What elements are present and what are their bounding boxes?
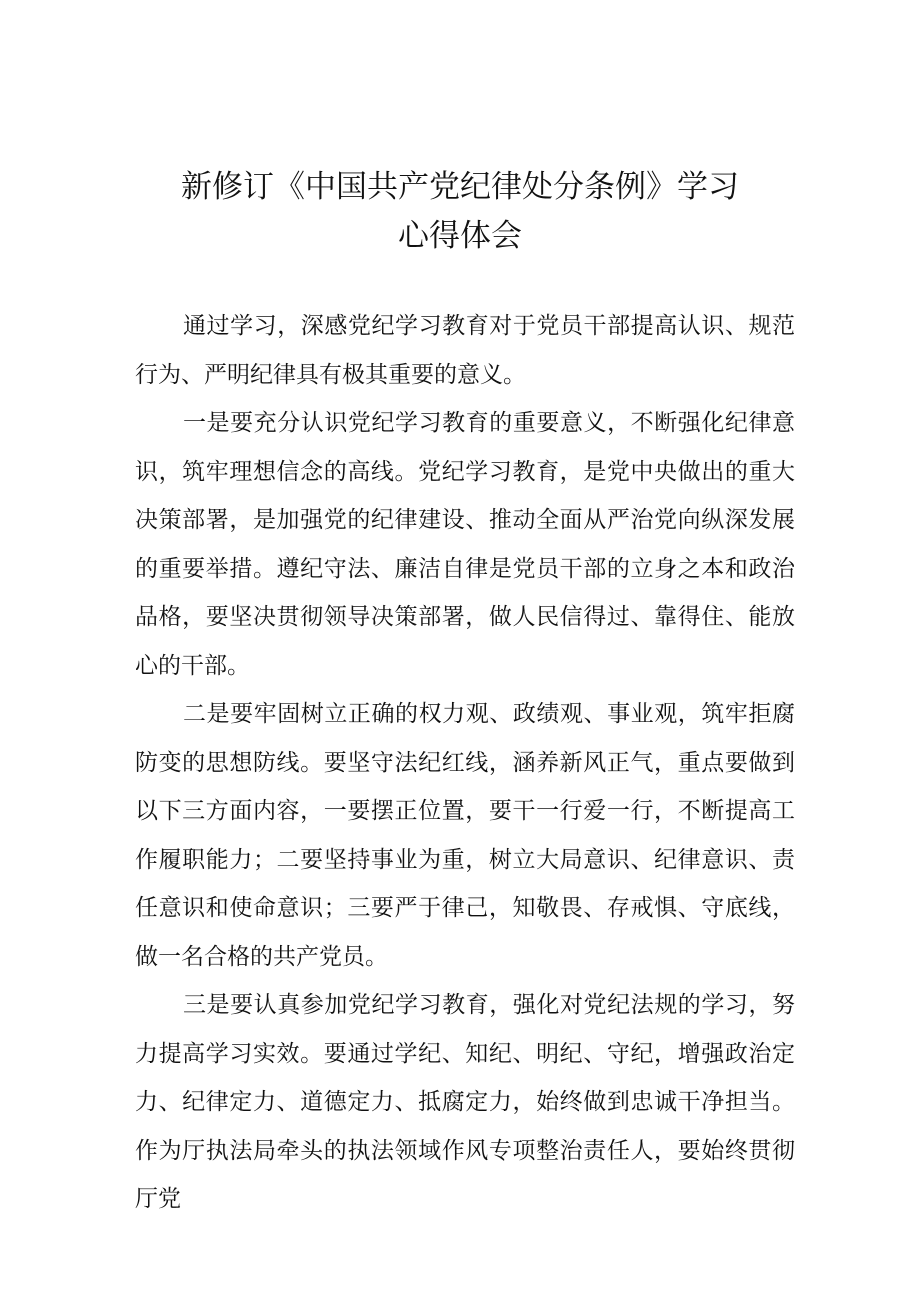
document-body — [135, 302, 795, 1224]
paragraph-intro: 通过学习，深感党纪学习教育对于党员干部提高认识、规范行为、严明纪律具有极其重要的意义。 — [135, 313, 795, 388]
paragraph-point-three: 三是要认真参加党纪学习教育，强化对党纪法规的学习，努力提高学习实效。要通过学纪、知纪、明纪、守纪，增强政治定力、纪律定力、道德定力、抵腐定力，始终做到忠诚干净担当。作为厅执法局牵头的执法领域作风专项整治责任人，要始终贯彻厅党 — [135, 992, 795, 1212]
document-title-line-2: 心得体会 — [398, 218, 522, 254]
document-title-line-1: 新修订《中国共产党纪律处分条例》学习 — [181, 169, 739, 205]
paragraph-point-two: 二是要牢固树立正确的权力观、政绩观、事业观，筑牢拒腐防变的思想防线。要坚守法纪红线，涵养新风正气，重点要做到以下三方面内容，一要摆正位置，要干一行爱一行，不断提高工作履职能力；二要坚持事业为重，树立大局意识、纪律意识、责任意识和使命意识；三要严于律己，知敬畏、存戒惧、守底线，做一名合格的共产党员。 — [135, 701, 795, 970]
paragraph-point-one: 一是要充分认识党纪学习教育的重要意义，不断强化纪律意识，筑牢理想信念的高线。党纪学习教育，是党中央做出的重大决策部署，是加强党的纪律建设、推动全面从严治党向纵深发展的重要举措。遵纪守法、廉洁自律是党员干部的立身之本和政治品格，要坚决贯彻领导决策部署，做人民信得过、靠得住、能放心的干部。 — [135, 410, 795, 679]
